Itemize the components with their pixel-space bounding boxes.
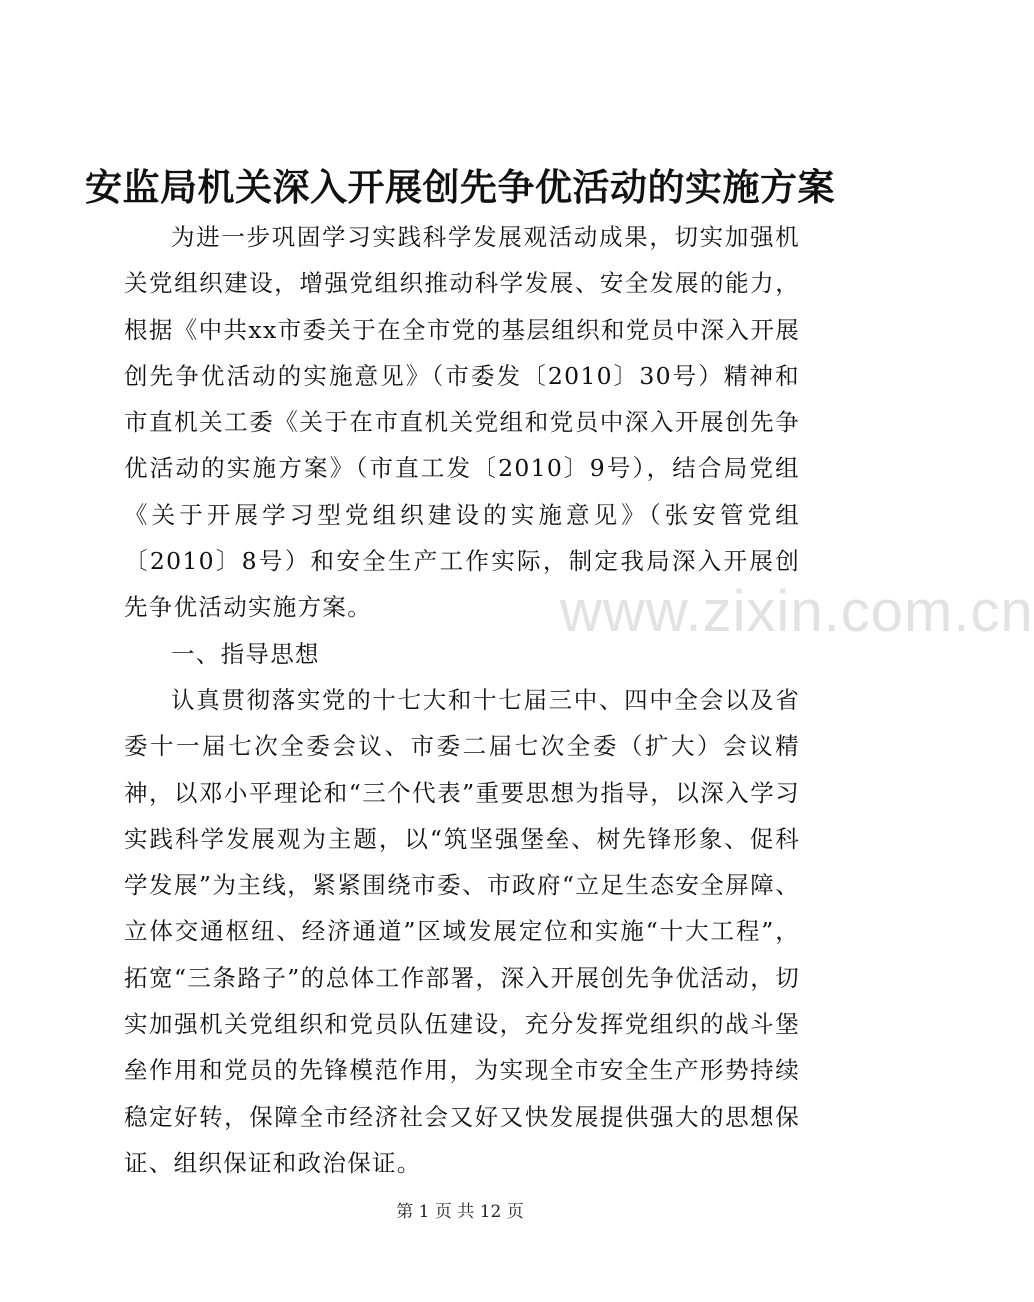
watermark: www.zixin.com.cn (560, 579, 1034, 644)
paragraph-intro: 为进一步巩固学习实践科学发展观活动成果，切实加强机关党组织建设，增强党组织推动科学发展、安全发展的能力，根据《中共xx市委关于在全市党的基层组织和党员中深入开展创先争优活动的实施意见》（市委发〔2010〕30号）精神和市直机关工委《关于在市直机关党组和党员中深入开展创先争优活动的实施方案》（市直工发〔2010〕9号），结合局党组《关于开展学习型党组织建设的实施意见》（张安管党组〔2010〕8号）和安全生产工作实际，制定我局深入开展创先争优活动实施方案。 (124, 223, 800, 622)
document-body (124, 214, 800, 1186)
page-footer: 第 1 页 共 12 页 (396, 1202, 524, 1222)
section-heading-guiding-ideology: 一、指导思想 (171, 639, 320, 668)
paragraph-guiding-ideology: 认真贯彻落实党的十七大和十七届三中、四中全会以及省委十一届七次全委会议、市委二届七次全委（扩大）会议精神，以邓小平理论和“三个代表”重要思想为指导，以深入学习实践科学发展观为主题，以“筑坚强堡垒、树先锋形象、促科学发展”为主线，紧紧围绕市委、市政府“立足生态安全屏障、立体交通枢纽、经济通道”区域发展定位和实施“十大工程”，拓宽“三条路子”的总体工作部署，深入开展创先争优活动，切实加强机关党组织和党员队伍建设，充分发挥党组织的战斗堡垒作用和党员的先锋模范作用，为实现全市安全生产形势持续稳定好转，保障全市经济社会又好又快发展提供强大的思想保证、组织保证和政治保证。 (124, 685, 800, 1177)
document-title: 安监局机关深入开展创先争优活动的实施方案 (85, 165, 835, 209)
